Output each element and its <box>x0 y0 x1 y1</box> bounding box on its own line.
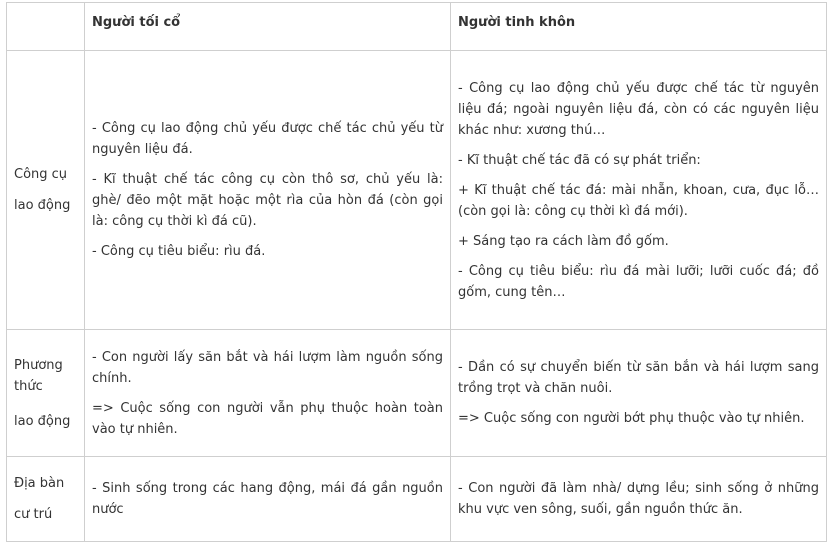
header-nguoi-toi-co: Người tối cổ <box>85 3 451 51</box>
cell-tinh-khon-phuong-thuc <box>451 330 827 457</box>
cell-tinh-khon-dia-ban <box>451 457 827 542</box>
row-head-line: cư trú <box>14 507 53 522</box>
row-head-phuong-thuc <box>7 330 85 457</box>
table-row-cong-cu <box>7 51 827 330</box>
cell-paragraph: => Cuộc sống con người bớt phụ thuộc vào tự nhiên. <box>458 411 805 426</box>
cell-paragraph: - Công cụ lao động chủ yếu được chế tác chủ yếu từ nguyên liệu đá. <box>92 121 443 157</box>
cell-paragraph: - Dần có sự chuyển biến từ săn bắn và hái lượm sang trồng trọt và chăn nuôi. <box>458 360 819 396</box>
header-row <box>7 3 827 51</box>
cell-tinh-khon-cong-cu <box>451 51 827 330</box>
comparison-table <box>6 2 827 542</box>
cell-paragraph: - Con người lấy săn bắt và hái lượm làm nguồn sống chính. <box>92 349 443 386</box>
cell-toi-co-cong-cu <box>85 51 451 330</box>
table-row-phuong-thuc <box>7 330 827 457</box>
row-head-line: lao động <box>14 413 71 429</box>
cell-paragraph: + Kĩ thuật chế tác đá: mài nhẵn, khoan, cưa, đục lỗ… (còn gọi là: công cụ thời kì đá mới). <box>458 182 819 219</box>
cell-paragraph: => Cuộc sống con người vẫn phụ thuộc hoàn toàn vào tự nhiên. <box>92 400 443 437</box>
cell-paragraph: - Công cụ tiêu biểu: rìu đá. <box>92 244 266 259</box>
cell-paragraph: + Sáng tạo ra cách làm đồ gốm. <box>458 233 669 249</box>
cell-paragraph: - Con người đã làm nhà/ dựng lều; sinh sống ở những khu vực ven sông, suối, gần nguồn thức ăn. <box>458 481 819 517</box>
row-head-cong-cu <box>7 51 85 330</box>
cell-toi-co-dia-ban <box>85 457 451 542</box>
row-head-line: Địa bàn <box>14 476 65 491</box>
row-head-line: thức <box>14 378 43 394</box>
row-head-line: lao động <box>14 198 71 213</box>
row-head-line: Công cụ <box>14 167 68 182</box>
row-head-line: Phương <box>14 357 63 373</box>
cell-paragraph: - Kĩ thuật chế tác công cụ còn thô sơ, chủ yếu là: ghè/ đẽo một mặt hoặc một rìa của hòn đá (còn gọi là: công cụ thời kì đá cũ). <box>92 172 443 229</box>
row-head-dia-ban <box>7 457 85 542</box>
header-nguoi-tinh-khon: Người tinh khôn <box>451 3 827 51</box>
header-blank <box>7 3 85 51</box>
cell-paragraph: - Sinh sống trong các hang động, mái đá gần nguồn nước <box>92 481 443 517</box>
cell-paragraph: - Công cụ tiêu biểu: rìu đá mài lưỡi; lưỡi cuốc đá; đồ gốm, cung tên… <box>458 263 819 300</box>
table-row-dia-ban <box>7 457 827 542</box>
cell-toi-co-phuong-thuc <box>85 330 451 457</box>
cell-paragraph: - Công cụ lao động chủ yếu được chế tác từ nguyên liệu đá; ngoài nguyên liệu đá, còn có các nguyên liệu khác như: xương thú… <box>458 80 819 138</box>
cell-paragraph: - Kĩ thuật chế tác đã có sự phát triển: <box>458 152 701 168</box>
